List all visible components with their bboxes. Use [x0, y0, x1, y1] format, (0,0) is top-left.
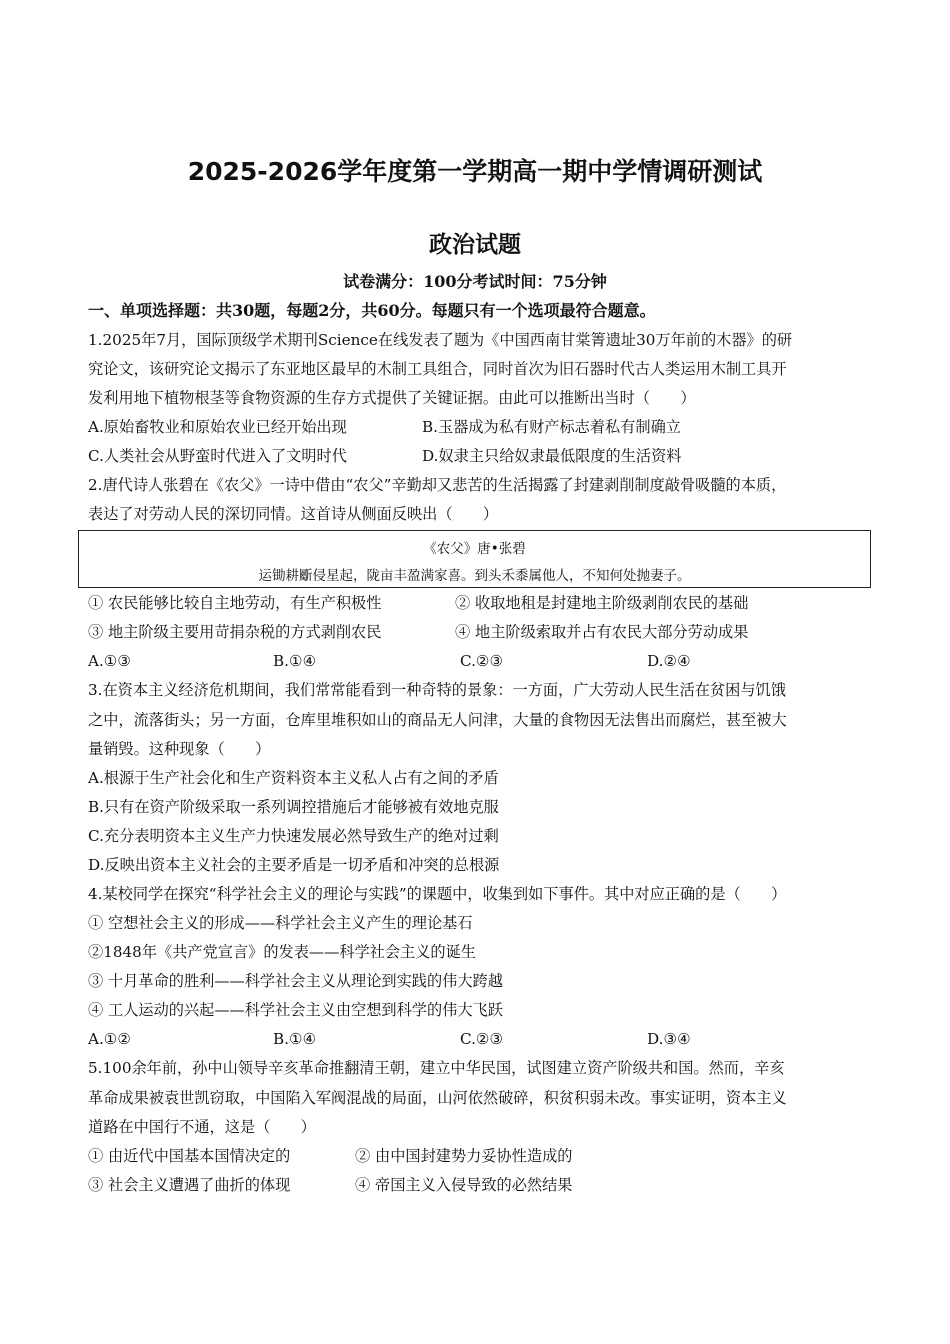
q5-text: 5.100余年前，孙中山领导辛亥革命推翻清王朝，建立中华民国，试图建立资产阶级共和国。然而，辛亥	[88, 1059, 785, 1077]
section-heading: 一、单项选择题：共30题，每题2分，共60分。每题只有一个选项最符合题意。	[88, 301, 656, 320]
q2-statement: ④ 地主阶级索取并占有农民大部分劳动成果	[455, 623, 749, 641]
q2-statement: ① 农民能够比较自主地劳动，有生产积极性	[88, 594, 382, 612]
q4-option-a: A.①②	[88, 1030, 132, 1048]
q2-option-d: D.②④	[647, 652, 691, 670]
q4-option-b: B.①④	[273, 1030, 317, 1048]
q5-statement: ② 由中国封建势力妥协性造成的	[355, 1147, 573, 1165]
q3-option-c: C.充分表明资本主义生产力快速发展必然导致生产的绝对过剩	[88, 827, 499, 845]
q4-text: 4.某校同学在探究“科学社会主义的理论与实践”的课题中，收集到如下事件。其中对应正确的是（ ）	[88, 885, 787, 903]
q5-text: 道路在中国行不通，这是（ ）	[88, 1118, 316, 1136]
q4-statement: ③ 十月革命的胜利——科学社会主义从理论到实践的伟大跨越	[88, 972, 503, 990]
poem-title: 《农父》唐•张碧	[423, 541, 526, 557]
q2-text: 表达了对劳动人民的深切同情。这首诗从侧面反映出（ ）	[88, 505, 499, 523]
poem-text: 运锄耕斸侵星起，陇亩丰盈满家喜。到头禾黍属他人，不知何处抛妻子。	[258, 568, 691, 584]
q2-statement: ② 收取地租是封建地主阶级剥削农民的基础	[455, 594, 749, 612]
q4-statement: ②1848年《共产党宣言》的发表——科学社会主义的诞生	[88, 943, 476, 961]
q1-option-a: A.原始畜牧业和原始农业已经开始出现	[88, 418, 347, 436]
q1-option-c: C.人类社会从野蛮时代进入了文明时代	[88, 447, 347, 465]
q3-option-b: B.只有在资产阶级采取一系列调控措施后才能够被有效地克服	[88, 798, 499, 816]
q1-option-d: D.奴隶主只给奴隶最低限度的生活资料	[422, 447, 682, 465]
q1-text: 1.2025年7月，国际顶级学术期刊Science在线发表了题为《中国西南甘棠箐遗址30万年前的木器》的研	[88, 331, 793, 349]
q2-statement: ③ 地主阶级主要用苛捐杂税的方式剥削农民	[88, 623, 382, 641]
q3-text: 量销毁。这种现象（ ）	[88, 740, 271, 758]
q2-option-b: B.①④	[273, 652, 317, 670]
q4-statement: ① 空想社会主义的形成——科学社会主义产生的理论基石	[88, 914, 473, 932]
exam-title: 2025-2026学年度第一学期高一期中学情调研测试	[187, 157, 763, 186]
subject-title: 政治试题	[429, 231, 521, 258]
q1-option-b: B.玉器成为私有财产标志着私有制确立	[422, 418, 681, 436]
q3-option-d: D.反映出资本主义社会的主要矛盾是一切矛盾和冲突的总根源	[88, 856, 500, 874]
q4-option-c: C.②③	[460, 1030, 504, 1048]
q5-text: 革命成果被袁世凯窃取，中国陷入军阀混战的局面，山河依然破碎，积贫积弱未改。事实证明，资本主义	[88, 1089, 787, 1107]
q5-statement: ① 由近代中国基本国情决定的	[88, 1147, 291, 1165]
q2-option-a: A.①③	[88, 652, 132, 670]
q2-option-c: C.②③	[460, 652, 504, 670]
q5-statement: ④ 帝国主义入侵导致的必然结果	[355, 1176, 573, 1194]
exam-info: 试卷满分：100分考试时间：75分钟	[343, 272, 607, 291]
q4-statement: ④ 工人运动的兴起——科学社会主义由空想到科学的伟大飞跃	[88, 1001, 503, 1019]
q1-text: 究论文，该研究论文揭示了东亚地区最早的木制工具组合，同时首次为旧石器时代古人类运用木制工具开	[88, 360, 787, 378]
q5-statement: ③ 社会主义遭遇了曲折的体现	[88, 1176, 291, 1194]
poem-box	[78, 530, 871, 588]
q2-text: 2.唐代诗人张碧在《农父》一诗中借由“农父”辛勤却又悲苦的生活揭露了封建剥削制度敲骨吸髓的本质，	[88, 476, 787, 494]
q1-text: 发利用地下植物根茎等食物资源的生存方式提供了关键证据。由此可以推断出当时（ ）	[88, 389, 696, 407]
q3-text: 之中，流落街头；另一方面，仓库里堆积如山的商品无人问津，大量的食物因无法售出而腐烂，甚至被大	[88, 711, 787, 729]
q3-text: 3.在资本主义经济危机期间，我们常常能看到一种奇特的景象：一方面，广大劳动人民生活在贫困与饥饿	[88, 681, 786, 699]
q3-option-a: A.根源于生产社会化和生产资料资本主义私人占有之间的矛盾	[88, 769, 499, 787]
q4-option-d: D.③④	[647, 1030, 691, 1048]
